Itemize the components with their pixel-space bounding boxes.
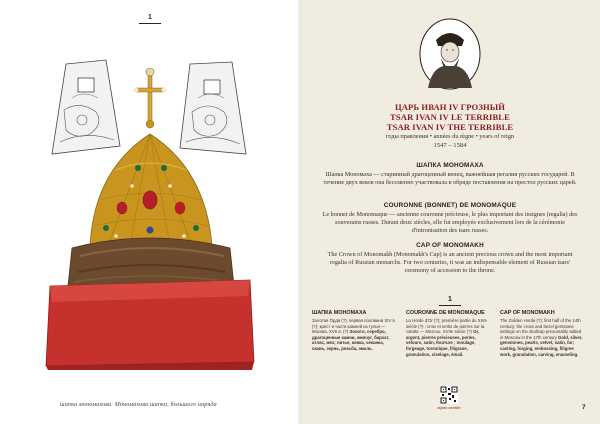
column-origin: The Golden Horde (?); first half of the 14th century; the cross and bezel gemstone settings on the skullcap presumably added in Moscow in the 17th century — [500, 318, 582, 340]
reign-years: 1547 – 1584 — [433, 142, 467, 149]
column-materials: Gold, silver, gemstones, pearls, velvet, satin, fur; casting, forging, embossing, filigree work, granulation, carving, enameling. — [500, 334, 583, 357]
plate-number-rule — [439, 305, 461, 306]
section-body: The Crown of Monomakh (Monomakh's Cap) is an ancient precious crown and the most important regalia of Russian monarchs. For two centuries, it was an indispensable element of Russian tsars' ceremony of accession to the throne. — [327, 251, 573, 274]
engraved-panel-left — [52, 60, 120, 154]
qr-code-icon[interactable] — [440, 386, 458, 404]
plate-number-text: 1 — [448, 296, 452, 303]
engraved-panel-right — [180, 62, 246, 154]
crown-illustration — [20, 50, 280, 370]
title-russian: ЦАРЬ ИВАН IV ГРОЗНЫЙ — [394, 102, 506, 112]
section-body: Le bonnet de Monomaque — ancienne couronne précieuse, le plus important des insignes (regalia) des souverains russes. Durant deux siècles, elle fut employée exclusivement lors de la cérémonie d'intronisation des tsars russes. — [322, 211, 578, 234]
crown-dome — [90, 134, 212, 246]
section-russian — [320, 162, 580, 187]
page-number: 7 — [582, 404, 586, 411]
reign-label: годы правления • années du règne • years of reign — [385, 133, 515, 140]
column-body — [500, 318, 584, 357]
plate-number-rule — [139, 23, 161, 24]
column-heading: CAP OF MONOMAKH — [500, 310, 555, 316]
section-heading: ШАПКА МОНОМАХА — [416, 162, 484, 169]
qr-label: музеи онлайн — [437, 406, 461, 410]
tsar-portrait — [418, 18, 482, 90]
column-heading: ШАПКА МОНОМАХА — [312, 310, 367, 316]
section-french — [320, 202, 580, 235]
title-english: TSAR IVAN IV THE TERRIBLE — [386, 122, 514, 132]
section-heading: COURONNE (BONNET) DE MONOMAQUE — [383, 202, 517, 209]
info-column-russian — [312, 310, 396, 352]
crown-cross — [134, 68, 167, 128]
column-materials: Золото, серебро, драгоценные камни, жемчуг, бархат, атлас, мех; литье, ковка, чеканка, скань, зернь, резьба, эмаль. — [312, 329, 390, 351]
plate-number-text: 1 — [148, 14, 152, 21]
column-body — [312, 318, 396, 352]
right-page — [300, 0, 600, 424]
section-english — [320, 242, 580, 275]
handwritten-caption: шапка мономахова. Мономахова шапка, большого наряда — [60, 402, 217, 408]
plate-number — [135, 14, 165, 24]
section-heading: CAP OF MONOMAKH — [416, 242, 484, 249]
column-origin: Золотая Орда (?); первая половина XIV в. (?); крест и части камней из тулья — Москва, XVII в. (?) — [312, 318, 396, 335]
velvet-cushion — [46, 280, 254, 370]
title-block — [320, 102, 580, 150]
info-column-french — [406, 310, 490, 357]
column-body — [406, 318, 490, 357]
page-gutter — [298, 0, 302, 424]
title-french: TSAR IVAN IV LE TERRIBLE — [390, 112, 510, 122]
info-column-english — [500, 310, 584, 357]
plate-number — [435, 296, 465, 306]
column-origin: La Horde d'Or (?); première partie du XIVe siècle (?) ; croix et sertis de pierres sur la calotte — Moscou, XVIIe siècle (?) — [406, 318, 487, 335]
column-materials: Or, argent, pierres précieuses, perles, velours, satin, fourrure ; moulage, forgeage, toreutique, filigrane, granulation, ciselage, émail. — [406, 329, 480, 357]
section-body: Шапка Мономаха — старинный драгоценный венец, важнейшая регалия русских государей. В течение двух веков она бессменно участвовала в обряде поставления на престол русских царей. — [323, 171, 577, 186]
column-heading: COURONNE DE MONOMAQUE — [406, 310, 485, 316]
